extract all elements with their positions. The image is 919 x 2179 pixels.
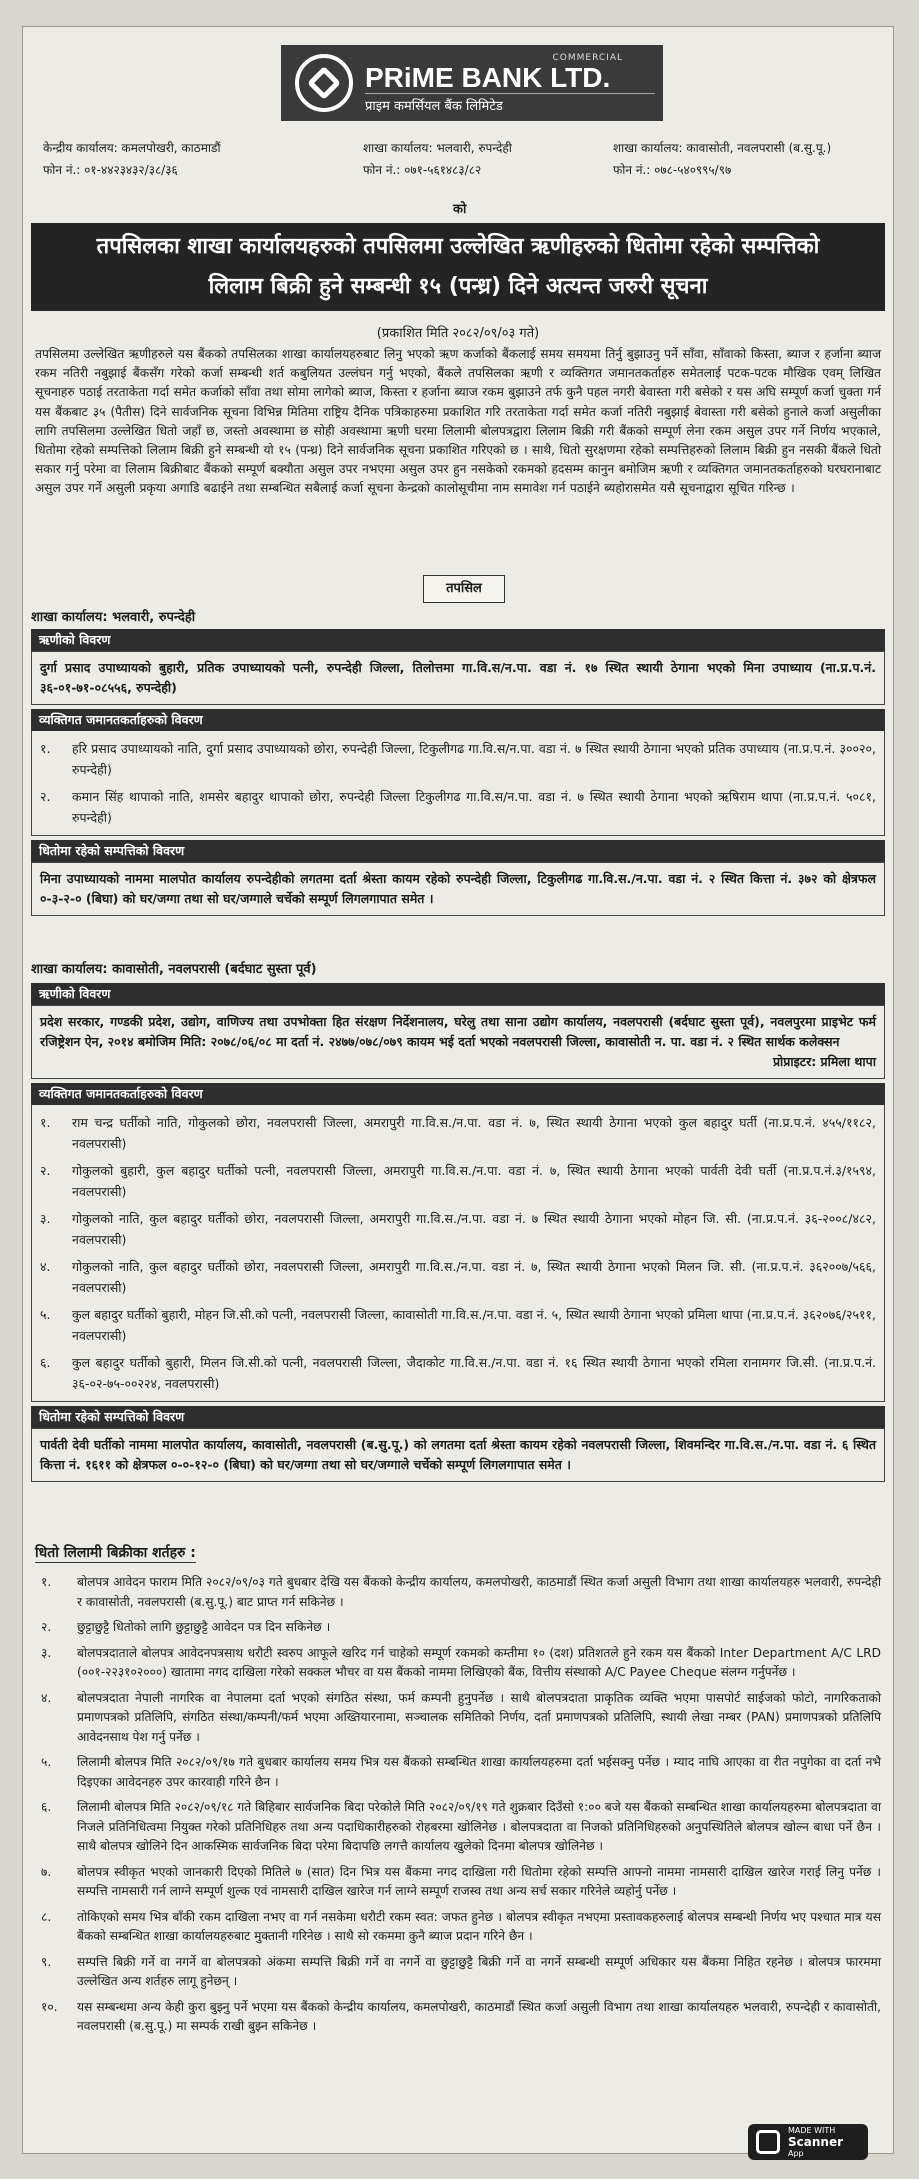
conditions-list [35,1573,881,2043]
list-item: २. कमान सिंह थापाको नाति, शमसेर बहादुर थापाको छोरा, रुपन्देही जिल्ला टिकुलीगढ गा.वि.स/न.पा. वडा नं. ७ स्थित स्थायी ठेगाना भएको ऋषिराम थापा (ना.प्र.प.नं. ५०८१, रुपन्देही) [40,789,876,825]
borrower-header: ऋणीको विवरण [31,983,885,1005]
branch-title: शाखा कार्यालय: कावासोती, नवलपरासी (बर्दघाट सुस्ता पूर्व) [31,962,317,977]
scanner-app-icon [756,2130,780,2154]
notice-headline: तपसिलका शाखा कार्यालयहरुको तपसिलमा उल्लेखित ऋणीहरुको धितोमा रहेको सम्पत्तिको लिलाम बिक्री हुने सम्बन्धी १५ (पन्ध्र) दिने अत्यन्त जरुरी सूचना [31,223,885,311]
guarantor-header: व्यक्तिगत जमानतकर्ताहरुको विवरण [31,1083,885,1105]
borrower-details: दुर्गा प्रसाद उपाध्यायको बुहारी, प्रतिक उपाध्यायको पत्नी, रुपन्देही जिल्ला, तिलोत्तमा गा.वि.स/न.पा. वडा नं. १७ स्थित स्थायी ठेगाना भएको मिना उपाध्याय (ना.प्र.प.नं. ३६-०१-७१-०८५५६, रुपन्देही) [31,651,885,705]
collateral-header: धितोमा रहेको सम्पत्तिको विवरण [31,1406,885,1428]
guarantor-list [31,731,885,836]
connector-ko: को [453,202,467,217]
intro-paragraph: तपसिलमा उल्लेखित ऋणीहरुले यस बैंकको तपसिलका शाखा कार्यालयहरुबाट लिनु भएको ऋण कर्जाको बैंकलाई समय समयमा तिर्नु बुझाउनु पर्ने साँवा, साँवाको किस्ता, ब्याज र हर्जाना ब्याज रकम नतिरी नबुझाई बैंकसँग गरेको कर्जा सम्बन्धी शर्त कबुलियत उल्लंघन गर्नु भएको, बैंकले तपसिलका ऋणी र व्यक्तिगत जमानतकर्ताहरु समेतलाई पटक-पटक मौखिक एवम् लिखित सूचनाहरु पठाई तरताकेता गर्दा समेत कर्जाको साँवा तथा सोमा लागेको ब्याज, किस्ता र हर्जाना ब्याज रकम बुझाउने तर्फ कुनै पहल नगरी बेवास्ता गरी बसेको र यस अघि सम्पूर्ण कर्जा चुक्ता गर्न यस बैंकबाट ३५ (पैतीस) दिने सार्वजनिक सूचना विभिन्न मितिमा राष्ट्रिय दैनिक पत्रिकाहरुमा प्रकाशित गरि तरताकेता गर्दा समेत कर्जा नतिरी नबुझाई बेवास्ता गरी बसेको हुनाले कर्जा असुलीका लागि तपसिलमा उल्लेखित धितो जहाँ छ, जस्तो अवस्थामा छ सोही अवस्थामा ऋणी घरमा लिलामी बोलपत्रद्वारा लिलाम बिक्री गरी बैंकको सम्पूर्ण लेना रकम असुल उपर गर्ने निर्णय भएकाले, धितोमा रहेको सम्पत्तिको लिलाम बिक्री हुने सम्बन्धी यो १५ (पन्ध्र) दिने सार्वजनिक सूचना प्रकाशित गरिएको छ । साथै, धितो सुरक्षणमा रहेको सम्पत्तिहरुको लिलाम बिक्री हुन नसकी बैंकले धितो सकार गर्नु परेमा वा लिलाम बिक्रीबाट बैंकको सम्पूर्ण बक्यौता असुल उपर नभएमा असुल उपर हुन नसकेको रकमको हदसम्म कानुन बमोजिम ऋणी र व्यक्तिगत जमानतकर्ताहरुको घरघरानाबाट असुल उपर गर्ने असुली प्रकृया अगाडि बढाईने तथा सम्बन्धित सबैलाई कर्जा सूचना केन्द्रको कालोसूचीमा नाम समावेश गर्न पठाईने ब्यहोरासमेत यसै सूचनाद्वारा सूचित गरिन्छ । [35,347,881,496]
list-item: ६. कुल बहादुर घर्तीको बुहारी, मिलन जि.सी.को पत्नी, नवलपरासी जिल्ला, जैदाकोट गा.वि.स./न.पा. वडा नं. १६ स्थित स्थायी ठेगाना भएको रमिला रानामगर जि.सी. (ना.प्र.प.नं. ३६-०२-७५-००२२४, नवलपरासी) [40,1355,876,1391]
office-kawasoti: शाखा कार्यालय: कावासोती, नवलपरासी (ब.सु.पू.) फोन नं.: ०७८-५४०९९५/९७ [613,141,832,177]
list-item: १. राम चन्द्र घर्तीको नाति, गोकुलको छोरा, नवलपरासी जिल्ला, अमरापुरी गा.वि.स./न.पा. वडा नं. ७, स्थित स्थायी ठेगाना भएको कुल बहादुर घर्ती (ना.प्र.प.नं. ४५५/११८२, नवलपरासी) [40,1115,876,1151]
list-item: १०. यस सम्बन्धमा अन्य केही कुरा बुझ्नु पर्ने भएमा यस बैंकको केन्द्रीय कार्यालय, कमलपोखरी, काठमाडौं स्थित कर्जा असुली विभाग तथा शाखा कार्यालयहरु भलवारी, रुपन्देही र कावासोती, नवलपरासी (ब.सु.पू.) मा सम्पर्क राखी बुझ्न सकिनेछ । [41,1999,881,2033]
collateral-header: धितोमा रहेको सम्पत्तिको विवरण [31,840,885,862]
list-item: ३. गोकुलको नाति, कुल बहादुर घर्तीको छोरा, नवलपरासी जिल्ला, अमरापुरी गा.वि.स./न.पा. वडा नं. ७ स्थित स्थायी ठेगाना भएको मोहन जि. सी. (ना.प्र.प.नं. ३६-२००८/४८२, नवलपरासी) [40,1211,876,1247]
branch-bhalwari-section [31,607,885,916]
newspaper-notice [22,26,894,2154]
collateral-details: पार्वती देवी घर्तीको नाममा मालपोत कार्यालय, कावासोती, नवलपरासी (ब.सु.पू.) को लगतमा दर्ता श्रेस्ता कायम रहेको नवलपरासी जिल्ला, शिवमन्दिर गा.वि.स./न.पा. वडा नं. ६ स्थित कित्ता नं. १६११ को क्षेत्रफल ०-०-१२-० (बिघा) को घर/जग्गा तथा सो घर/जग्गाले चर्चेको सम्पूर्ण लिगलगापात समेत । [31,1428,885,1482]
list-item: ९. सम्पत्ति बिक्री गर्ने वा नगर्ने वा बोलपत्रको अंकमा सम्पत्ति बिक्री गर्ने वा नगर्ने वा छुट्टाछुट्टै बिक्री गर्ने वा नगर्ने सम्बन्धी सम्पूर्ण अधिकार यस बैंकमा निहित रहनेछ । बोलपत्र फारममा उल्लेखित अन्य शर्तहरु लागू हुनेछन् । [41,1954,881,1988]
branch-kawasoti-section [31,959,885,1482]
list-item: ४. बोलपत्रदाता नेपाली नागरिक वा नेपालमा दर्ता भएको संगठित संस्था, फर्म कम्पनी हुनुपर्नेछ । साथै बोलपत्रदाता प्राकृतिक व्यक्ति भएमा पासपोर्ट साईजको फोटो, नागरिकताको प्रमाणपत्रको प्रतिलिपि, संगठित संस्था/कम्पनी/फर्म भएमा अख्तियारनामा, सञ्चालक समितिको निर्णय, दर्ता प्रमाणपत्रको प्रतिलिपि, स्थायी लेखा नम्बर (PAN) प्रमाणपत्रको प्रतिलिपि आवेदनसाथ पेश गर्नु पर्नेछ । [41,1690,882,1744]
details-heading: तपसिल [423,575,505,603]
list-item: ४. गोकुलको नाति, कुल बहादुर घर्तीको छोरा, नवलपरासी जिल्ला, अमरापुरी गा.वि.स./न.पा. वडा नं. ७, स्थित स्थायी ठेगाना भएको मिलन जि. सी. (ना.प्र.प.नं. ३६२००७/५६६, नवलपरासी) [40,1259,876,1295]
bank-logo-icon [295,54,353,112]
logo-bank-name: PRiME BANK LTD. [365,61,611,93]
list-item: १. बोलपत्र आवेदन फाराम मिति २०८२/०९/०३ गते बुधबार देखि यस बैंकको केन्द्रीय कार्यालय, कमलपोखरी, काठमाडौं स्थित कर्जा असुली विभाग तथा शाखा कार्यालयहरु भलवारी, रुपन्देही र कावासोती, नवलपरासी (ब.सु.पू.) बाट प्राप्त गर्न सकिनेछ । [41,1575,881,1609]
conditions-title: धितो लिलामी बिक्रीका शर्तहरु : [35,1545,196,1561]
logo-nepali-name: प्राइम कमर्सियल बैंक लिमिटेड [365,93,655,114]
list-item: ५. कुल बहादुर घर्तीको बुहारी, मोहन जि.सी.को पत्नी, नवलपरासी जिल्ला, कावासोती गा.वि.स./न.पा. वडा नं. ५, स्थित स्थायी ठेगाना भएको प्रमिला थापा (ना.प्र.प.नं. ३६२०७६/२५११, नवलपरासी) [40,1307,876,1343]
publication-date: (प्रकाशित मिति २०८२/०९/०३ गते) [376,326,540,341]
proprietor: प्रोप्राइटर: प्रमिला थापा [772,1054,876,1069]
list-item: ६. लिलामी बोलपत्र मिति २०८२/०९/१८ गते बिहिबार सार्वजनिक बिदा परेकोले मिति २०८२/०९/१९ गते शुक्रबार दिउँसो १:०० बजे यस बैंकको सम्बन्धित शाखा कार्यालयहरुमा बोलपत्रदाता वा निजले प्रतिनिधित्वमा नियुक्त गरेको प्रतिनिधिहरु तथा अन्य पदाधिकारीहरुको रोहबरमा खोलिनेछ । बोलपत्रदाता वा निजको प्रतिनिधिहरुको अनुपस्थितिले बोलपत्र खोल्न बाधा पर्ने छैन । साथै बोलपत्र खोलिने दिन आकस्मिक सार्वजनिक बिदा परेमा बिदापछि लगत्तै कार्यालय खुलेको दिनमा बोलपत्र खोलिनेछ । [41,1800,881,1853]
office-addresses [43,137,873,187]
borrower-header: ऋणीको विवरण [31,629,885,651]
list-item: १. हरि प्रसाद उपाध्यायको नाति, दुर्गा प्रसाद उपाध्यायको छोरा, रुपन्देही जिल्ला, टिकुलीगढ गा.वि.स/न.पा. वडा नं. ७ स्थित स्थायी ठेगाना भएको प्रतिक उपाध्याय (ना.प्र.प.नं. ३००२०, रुपन्देही) [40,741,876,777]
branch-title: शाखा कार्यालय: भलवारी, रुपन्देही [31,610,196,625]
list-item: ५. लिलामी बोलपत्र मिति २०८२/०९/१७ गते बुधबार कार्यालय समय भित्र यस बैंकको सम्बन्धित शाखा कार्यालयहरुमा दर्ता भईसक्नु पर्नेछ । म्याद नाघि आएका वा रीत नपुगेका वा दर्ता नभै दिइएका आवेदनहरु उपर कारवाही गरिने छैन । [41,1755,881,1789]
guarantor-list [31,1105,885,1402]
scanner-app-watermark: MADE WITH Scanner App [748,2124,868,2160]
collateral-details: मिना उपाध्यायको नाममा मालपोत कार्यालय रुपन्देहीको लगतमा दर्ता श्रेस्ता कायम रहेको रुपन्देही जिल्ला, टिकुलीगढ गा.वि.स./न.पा. वडा नं. २ स्थित कित्ता नं. ३७२ को क्षेत्रफल ०-३-२-० (बिघा) को घर/जग्गा तथा सो घर/जग्गाले चर्चेको सम्पूर्ण लिगलगापात समेत । [31,862,885,916]
list-item: ७. बोलपत्र स्वीकृत भएको जानकारी दिएको मितिले ७ (सात) दिन भित्र यस बैंकमा नगद दाखिला गरी धितोमा रहेको सम्पत्ति आफ्नो नाममा नामसारी दाखिल खारेज गराई लिनु पर्नेछ । सम्पत्ति नामसारी गर्न लाग्ने सम्पूर्ण शुल्क एवं नामसारी दाखिल खारेज गर्न लाग्ने सम्पूर्ण राजस्व तथा अन्य सर्च सकार गरिनेले व्यहोर्नु पर्नेछ । [41,1864,881,1898]
office-bhalwari: शाखा कार्यालय: भलवारी, रुपन्देही फोन नं.: ०७१-५६१४८३/८२ [363,141,512,177]
bank-logo [281,45,663,121]
list-item: ३. बोलपत्रदाताले बोलपत्र आवेदनपत्रसाथ धरौटी स्वरुप आफूले खरिद गर्न चाहेको सम्पूर्ण रकमको कम्तीमा १० (दश) प्रतिशतले हुने रकम यस बैंकको Inter Department A/C LRD (००१-२२३१०२०००) खातामा नगद दाखिला गरेको सक्कल भौचर वा यस बैंकको नाममा लिखिएको बैंक, वित्तीय संस्थाको A/C Payee Cheque संलग्न गर्नुपर्नेछ । [41,1645,881,1679]
list-item: २. गोकुलको बुहारी, कुल बहादुर घर्तीको पत्नी, नवलपरासी जिल्ला, अमरापुरी गा.वि.स./न.पा. वडा नं. ७, स्थित स्थायी ठेगाना भएको पार्वती देवी घर्ती (ना.प्र.प.नं.३/१५९४, नवलपरासी) [40,1163,876,1199]
office-central: केन्द्रीय कार्यालय: कमलपोखरी, काठमाडौं फोन नं.: ०१-४४२३४३२/३८/३६ [43,141,221,177]
borrower-details: प्रदेश सरकार, गण्डकी प्रदेश, उद्योग, वाणिज्य तथा उपभोक्ता हित संरक्षण निर्देशनालय, घरेलु तथा साना उद्योग कार्यालय, नवलपरासी (बर्दघाट सुस्ता पूर्व), नवलपुरमा प्राइभेट फर्म रजिष्ट्रेशन ऐन, २०१४ बमोजिम मिति: २०७८/०६/०८ मा दर्ता नं. २४७७/०७८/०७९ कायम भई दर्ता भएको नवलपरासी जिल्ला, कावासोती न. पा. वडा नं. २ स्थित सार्थक कलेक्सन प्रोप्राइटर: प्रमिला थापा [31,1005,885,1079]
logo-tagline: COMMERCIAL [552,52,623,63]
guarantor-header: व्यक्तिगत जमानतकर्ताहरुको विवरण [31,709,885,731]
list-item: २. छुट्टाछुट्टै धितोको लागि छुट्टाछुट्टै आवेदन पत्र दिन सकिनेछ । [41,1620,331,1634]
list-item: ८. तोकिएको समय भित्र बाँकी रकम दाखिला नभए वा गर्न नसकेमा धरौटी रकम स्वत: जफत हुनेछ । बोलपत्र स्वीकृत नभएमा प्रस्तावकहरुलाई बोलपत्र सम्बन्धी निर्णय भए पश्चात मात्र यस बैंकको सम्बन्धित शाखा कार्यालयहरुबाट मुक्तानी गरिनेछ । साथै सो रकममा कुनै ब्याज प्रदान गरिने छैन । [41,1909,881,1943]
